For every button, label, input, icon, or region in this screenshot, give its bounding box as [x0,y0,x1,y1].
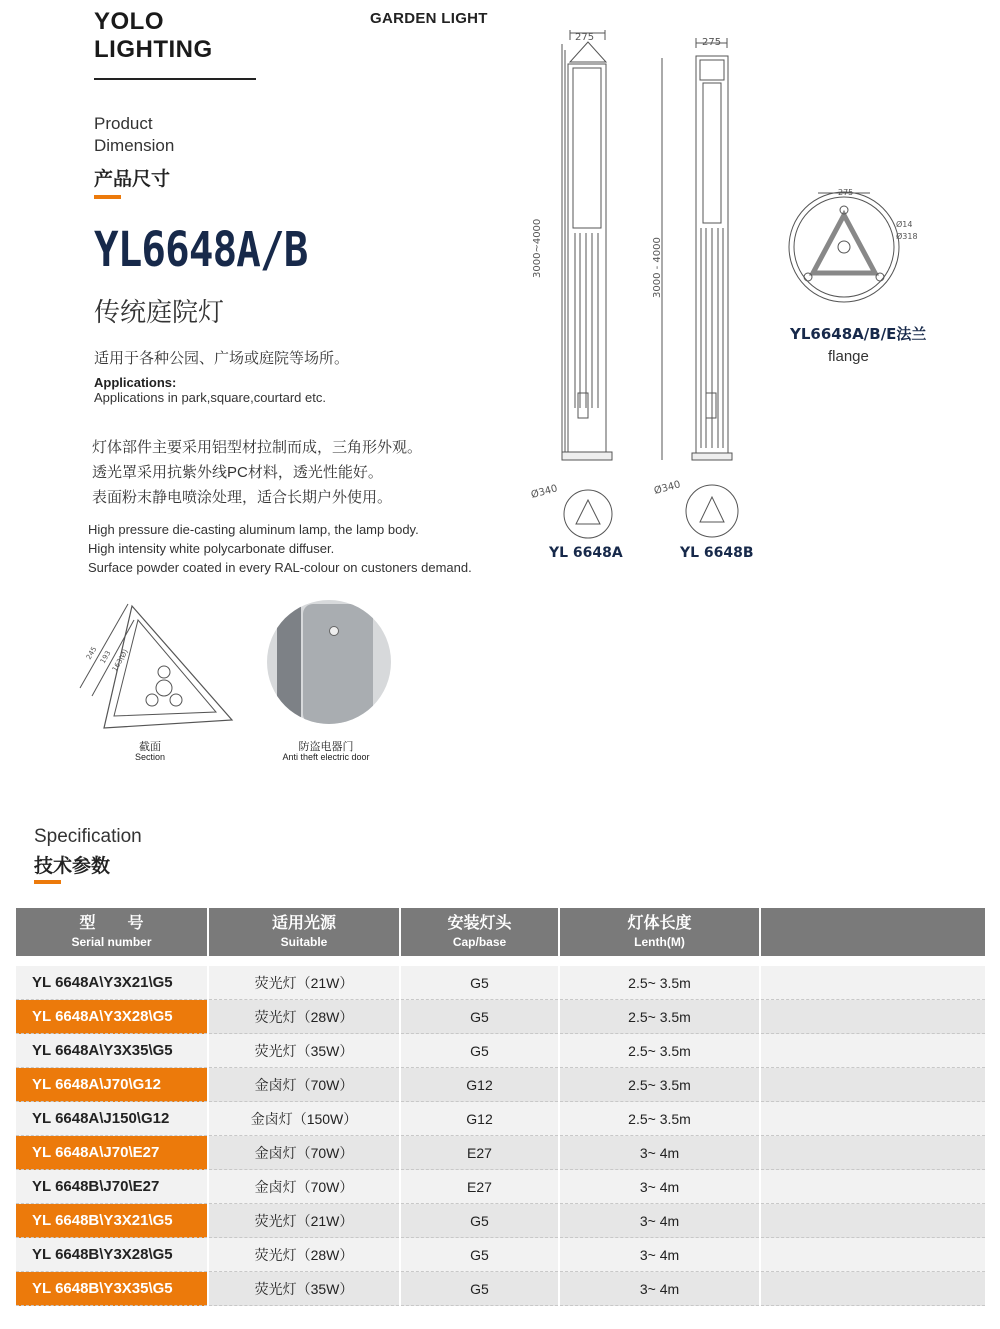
flange-hole: Ø14 [896,220,913,229]
cell-base: G5 [400,1238,559,1272]
cell-source: 荧光灯（21W） [208,966,400,1000]
applications-label: Applications: [94,375,177,390]
cell-base: G5 [400,966,559,1000]
cell-serial: YL 6648B\J70\E27 [16,1170,208,1204]
feature-en-2: High intensity white polycarbonate diffuser. [88,541,335,556]
cell-base: E27 [400,1170,559,1204]
cell-extra [760,1170,985,1204]
cell-source: 荧光灯（28W） [208,1238,400,1272]
section-title-en-line1: Product [94,114,153,133]
cell-base: G5 [400,1034,559,1068]
pole-a-drawing [562,30,612,460]
features-cn [92,435,422,510]
cell-source: 荧光灯（28W） [208,1000,400,1034]
cell-length: 3~ 4m [559,1136,760,1170]
cell-extra [760,1238,985,1272]
flange-diameter: Ø318 [896,232,918,241]
cell-extra [760,1034,985,1068]
table-row [16,1136,985,1170]
table-row [16,1238,985,1272]
pole-b-width: 275 [702,37,722,48]
cell-length: 3~ 4m [559,1272,760,1306]
pole-b-base: Ø340 [652,479,682,497]
cell-base: G5 [400,1204,559,1238]
cell-source: 金卤灯（150W） [208,1102,400,1136]
section-label-en: Section [134,752,166,762]
table-row [16,1102,985,1136]
pole-b-drawing [662,38,732,460]
cell-extra [760,1068,985,1102]
table-row [16,1272,985,1306]
cell-source: 金卤灯（70W） [208,1136,400,1170]
flange-label-en: flange [828,348,869,365]
cell-length: 2.5~ 3.5m [559,1068,760,1102]
flange-width: 275 [838,188,854,197]
cell-serial: YL 6648B\Y3X35\G5 [16,1272,208,1306]
section-title-cn: 产品尺寸 [94,169,171,190]
table-row [16,1170,985,1204]
section-title-en [94,113,174,157]
cell-extra [760,966,985,1000]
feature-cn-3: 表面粉末静电喷涂处理，适合长期户外使用。 [92,489,393,506]
table-row [16,1000,985,1034]
cell-extra [760,1000,985,1034]
cell-extra [760,1102,985,1136]
pole-a-base: Ø340 [529,483,559,501]
section-dim-2: 193 [98,649,113,665]
feature-cn-1: 灯体部件主要采用铝型材拉制而成，三角形外观。 [92,439,423,456]
spec-table [16,908,985,1306]
cell-source: 荧光灯（35W） [208,1272,400,1306]
cell-length: 2.5~ 3.5m [559,966,760,1000]
lock-icon [329,626,339,636]
cell-base: G5 [400,1272,559,1306]
applications-cn: 适用于各种公园、广场或庭院等场所。 [94,350,350,367]
cell-length: 3~ 4m [559,1170,760,1204]
cell-length: 2.5~ 3.5m [559,1102,760,1136]
pole-a-width: 275 [575,32,595,43]
cell-serial: YL 6648A\J150\G12 [16,1102,208,1136]
cell-length: 3~ 4m [559,1204,760,1238]
pole-b-height: 3000 - 4000 [652,237,663,298]
cell-base: E27 [400,1136,559,1170]
cell-serial: YL 6648A\Y3X35\G5 [16,1034,208,1068]
cell-serial: YL 6648B\Y3X28\G5 [16,1238,208,1272]
cell-base: G12 [400,1068,559,1102]
col-length: 灯体长度 Lenth(M) [559,908,760,956]
col-serial: 型 号 Serial number [16,908,208,956]
section-label-cn: 截面 [139,741,161,753]
section-dim-3: 163(Ø) [110,647,130,673]
feature-en-3: Surface powder coated in every RAL-colour on custoners demand. [88,560,472,575]
section-drawing [68,600,248,735]
feature-en-1: High pressure die-casting aluminum lamp, the lamp body. [88,522,419,537]
door-label-en: Anti theft electric door [282,752,370,762]
table-row [16,1204,985,1238]
cell-serial: YL 6648A\Y3X21\G5 [16,966,208,1000]
cell-length: 2.5~ 3.5m [559,1034,760,1068]
pole-a-label: YL 6648A [549,545,623,561]
product-name-cn: 传统庭院灯 [94,297,225,327]
cell-length: 3~ 4m [559,1238,760,1272]
brand-line-2: LIGHTING [94,36,213,63]
section-title-en-line2: Dimension [94,136,175,155]
cell-serial: YL 6648B\Y3X21\G5 [16,1204,208,1238]
cell-serial: YL 6648A\J70\E27 [16,1136,208,1170]
cell-extra [760,1136,985,1170]
cell-serial: YL 6648A\Y3X28\G5 [16,1000,208,1034]
cell-source: 荧光灯（35W） [208,1034,400,1068]
cell-base: G12 [400,1102,559,1136]
spec-table-header [16,908,985,956]
door-photo [267,600,391,724]
applications-en: Applications in park,square,courtard etc. [94,390,326,405]
spec-accent-bar [34,880,61,884]
spec-title-cn: 技术参数 [34,856,111,877]
spec-title-en: Specification [34,826,142,847]
cell-source: 荧光灯（21W） [208,1204,400,1238]
door-label-cn: 防盗电器门 [298,741,354,753]
flange-label-cn: YL6648A/B/E法兰 [790,325,927,343]
cell-base: G5 [400,1000,559,1034]
cell-extra [760,1272,985,1306]
cell-serial: YL 6648A\J70\G12 [16,1068,208,1102]
col-extra [760,908,985,956]
col-source: 适用光源 Suitable [208,908,400,956]
table-row [16,1034,985,1068]
flange-drawing [788,185,928,315]
cell-length: 2.5~ 3.5m [559,1000,760,1034]
brand-divider [94,78,256,80]
pole-b-label: YL 6648B [680,545,754,561]
col-base: 安装灯头 Cap/base [400,908,559,956]
table-row [16,1068,985,1102]
cell-source: 金卤灯（70W） [208,1170,400,1204]
brand-name [94,8,213,64]
section-dim-1: 245 [84,645,99,661]
table-row [16,966,985,1000]
feature-cn-2: 透光罩采用抗紫外线PC材料，透光性能好。 [92,464,383,481]
pole-a-height: 3000~4000 [532,218,543,278]
cell-extra [760,1204,985,1238]
brand-line-1: YOLO [94,8,165,35]
pole-drawings [520,28,780,578]
model-number: YL6648A/B [94,222,308,278]
cell-source: 金卤灯（70W） [208,1068,400,1102]
section-accent-bar [94,195,121,199]
category-title: GARDEN LIGHT [370,10,488,27]
features-en [88,520,472,577]
